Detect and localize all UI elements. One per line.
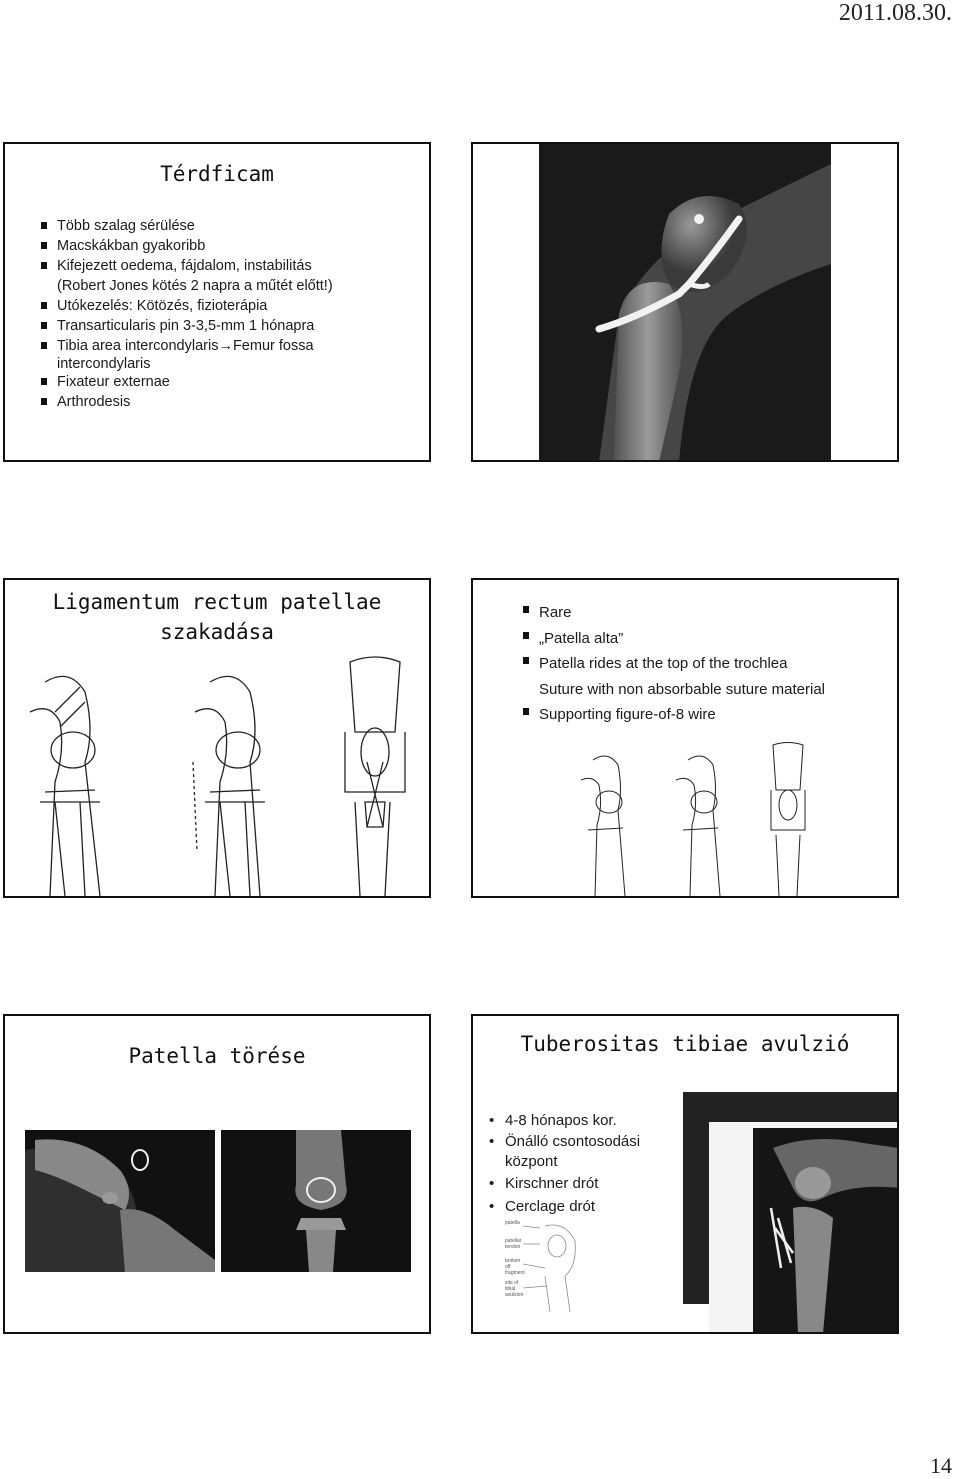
- xray-frontal: [221, 1130, 411, 1272]
- list-item: Macskákban gyakoribb: [41, 236, 333, 256]
- list-item: Patella rides at the top of the trochlea: [523, 651, 825, 677]
- list-item: Tibia area intercondylaris→Femur fossa: [41, 336, 333, 356]
- list-item: Supporting figure-of-8 wire: [523, 702, 825, 728]
- bullet-list: [487, 1110, 640, 1218]
- diagram-label-patella: patella: [505, 1220, 520, 1226]
- slide-ligamentum: [3, 578, 431, 898]
- list-item: „Patella alta”: [523, 626, 825, 652]
- list-item: Fixateur externae: [41, 372, 333, 392]
- xray-image: [539, 144, 831, 462]
- bullet-list: [41, 216, 333, 412]
- diagram-label-site: site of tibial avulsion: [505, 1280, 524, 1298]
- slide-xray-knee: [471, 142, 899, 462]
- slide-title: Térdficam: [160, 162, 274, 186]
- slide-patella-alta: [471, 578, 899, 898]
- diagram-label-tendon: patellar tendon: [505, 1238, 522, 1250]
- slide-title: Patella törése: [128, 1044, 306, 1068]
- list-item: Transarticularis pin 3-3,5-mm 1 hónapra: [41, 316, 333, 336]
- tibial-avulsion-diagram: [505, 1216, 585, 1312]
- list-item: központ: [505, 1153, 558, 1170]
- xray-front: [753, 1128, 899, 1334]
- list-item: Utókezelés: Kötözés, fizioterápia: [41, 296, 333, 316]
- page-number: 14: [930, 1453, 952, 1478]
- knee-illustration-triptych: [15, 652, 425, 896]
- slide-title: Tuberositas tibiae avulzió: [520, 1032, 850, 1056]
- list-item: • Önálló csontosodási: [487, 1132, 640, 1152]
- list-item: • 4-8 hónapos kor.: [487, 1110, 640, 1132]
- slide-tuberositas: [471, 1014, 899, 1334]
- xray-lateral: [25, 1130, 215, 1272]
- header-date: 2011.08.30.: [838, 0, 952, 26]
- slide-title-line2: szakadása: [160, 620, 274, 644]
- list-item: intercondylaris: [57, 356, 151, 372]
- slide-terdficam: [3, 142, 431, 462]
- list-item: Suture with non absorbable suture material: [539, 680, 825, 698]
- list-item: (Robert Jones kötés 2 napra a műtét előtt!): [57, 278, 333, 294]
- list-item: • Cerclage drót: [487, 1196, 640, 1218]
- slide-title-line1: Ligamentum rectum patellae: [52, 590, 382, 614]
- list-item: Kifejezett oedema, fájdalom, instabilitás: [41, 256, 333, 276]
- list-item: Rare: [523, 600, 825, 626]
- list-item: Arthrodesis: [41, 392, 333, 412]
- diagram-label-fragment: broken off fragment: [505, 1258, 525, 1276]
- bullet-list: [523, 600, 825, 728]
- slide-patella-torese: [3, 1014, 431, 1334]
- list-item: Több szalag sérülése: [41, 216, 333, 236]
- list-item: • Kirschner drót: [487, 1172, 640, 1196]
- knee-illustration-triptych-small: [573, 740, 813, 896]
